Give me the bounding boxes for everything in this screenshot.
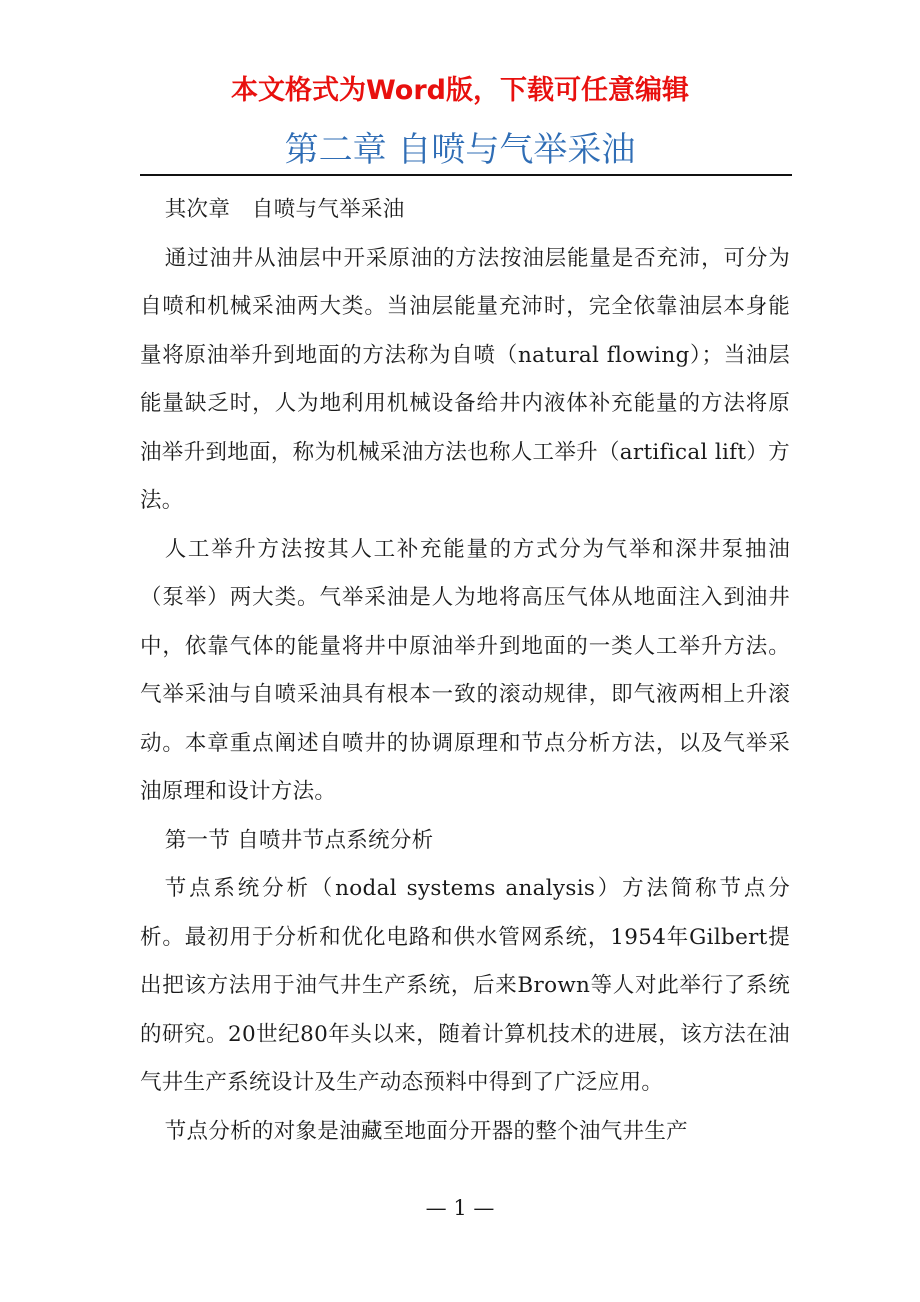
body-paragraph-4: 节点分析的对象是油藏至地面分开器的整个油气井生产 xyxy=(164,1118,688,1144)
body-paragraph-2: 人工举升方法按其人工补充能量的方式分为气举和深井泵抽油（泵举）两大类。气举采油是人为地将高压气体从地面注入到油井中，依靠气体的能量将井中原油举升到地面的一类人工举升方法。气举采油与自喷采油具有根本一致的滚动规律，即气液两相上升滚动。本章重点阐述自喷井的协调原理和节点分析方法，以及气举采油原理和设计方法。 xyxy=(140,536,790,804)
page-title: 第二章 自喷与气举采油 xyxy=(284,130,636,170)
header-divider xyxy=(140,174,792,176)
download-banner: 本文格式为Word版，下载可任意编辑 xyxy=(230,75,689,106)
section-heading: 第一节 自喷井节点系统分析 xyxy=(164,827,434,853)
document-body xyxy=(140,186,790,1156)
page-number: — 1 — xyxy=(425,1196,495,1220)
chapter-heading: 其次章 自喷与气举采油 xyxy=(164,197,405,222)
body-paragraph-1: 通过油井从油层中开采原油的方法按油层能量是否充沛，可分为自喷和机械采油两大类。当油层能量充沛时，完全依靠油层本身能量将原油举升到地面的方法称为自喷（natural flowing）；当油层能量缺乏时，人为地利用机械设备给井内液体补充能量的方法将原油举升到地面，称为机械采油方法也称人工举升（artifical lift）方法。 xyxy=(140,245,790,513)
body-paragraph-3: 节点系统分析（nodal systems analysis）方法简称节点分析。最初用于分析和优化电路和供水管网系统，1954年Gilbert提出把该方法用于油气井生产系统，后来Brown等人对此举行了系统的研究。20世纪80年头以来，随着计算机技术的进展，该方法在油气井生产系统设计及生产动态预料中得到了广泛应用。 xyxy=(140,876,790,1095)
